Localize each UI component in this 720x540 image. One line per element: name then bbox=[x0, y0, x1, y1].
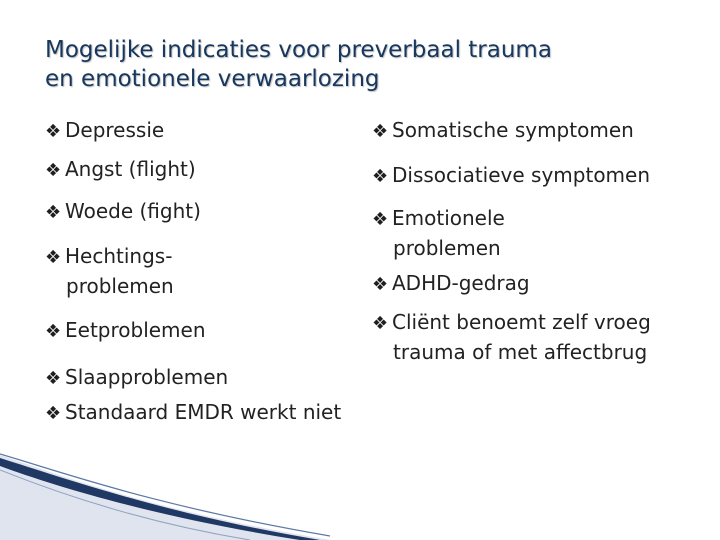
list-item bbox=[45, 116, 346, 146]
list-item-label: Depressie bbox=[65, 118, 165, 142]
list-item-label: Dissociatieve symptomen bbox=[392, 163, 651, 187]
list-item-label: Angst (flight) bbox=[65, 157, 196, 181]
diamond-bullet-icon: ❖ bbox=[45, 368, 62, 389]
list-item bbox=[372, 269, 720, 299]
diamond-bullet-icon: ❖ bbox=[45, 160, 62, 181]
list-item bbox=[45, 197, 346, 227]
diamond-bullet-icon: ❖ bbox=[372, 121, 389, 142]
diamond-bullet-icon: ❖ bbox=[45, 403, 62, 424]
list-item bbox=[372, 161, 720, 191]
list-item-label: ADHD-gedrag bbox=[392, 271, 530, 295]
list-item-label: Hechtings-problemen bbox=[65, 244, 174, 298]
diamond-bullet-icon: ❖ bbox=[45, 121, 62, 142]
list-item bbox=[45, 398, 356, 428]
diamond-bullet-icon: ❖ bbox=[45, 247, 62, 268]
list-item-label: Standaard EMDR werkt niet bbox=[65, 400, 342, 424]
diamond-bullet-icon: ❖ bbox=[372, 274, 389, 295]
list-item bbox=[45, 316, 346, 346]
list-item bbox=[372, 116, 720, 146]
list-item-label: Slaapproblemen bbox=[65, 365, 229, 389]
list-item-label: Emotionele problemen bbox=[392, 206, 505, 260]
diamond-bullet-icon: ❖ bbox=[372, 313, 389, 334]
list-item bbox=[372, 204, 563, 262]
diamond-bullet-icon: ❖ bbox=[45, 202, 62, 223]
title-line-2: en emotionele verwaarlozing bbox=[45, 66, 380, 92]
list-item bbox=[45, 155, 346, 185]
list-item-label: Eetproblemen bbox=[65, 318, 206, 342]
diamond-bullet-icon: ❖ bbox=[372, 166, 389, 187]
list-item-label: Cliënt benoemt zelf vroeg trauma of met affectbrug bbox=[392, 310, 651, 364]
list-item bbox=[45, 363, 346, 393]
list-item bbox=[45, 242, 241, 300]
list-item bbox=[372, 308, 683, 366]
slide-title bbox=[45, 36, 685, 94]
list-item-label: Woede (fight) bbox=[65, 199, 201, 223]
diamond-bullet-icon: ❖ bbox=[372, 209, 389, 230]
decorative-swoosh bbox=[0, 440, 330, 540]
title-line-1: Mogelijke indicaties voor preverbaal trauma bbox=[45, 37, 552, 63]
list-item-label: Somatische symptomen bbox=[392, 118, 634, 142]
diamond-bullet-icon: ❖ bbox=[45, 321, 62, 342]
